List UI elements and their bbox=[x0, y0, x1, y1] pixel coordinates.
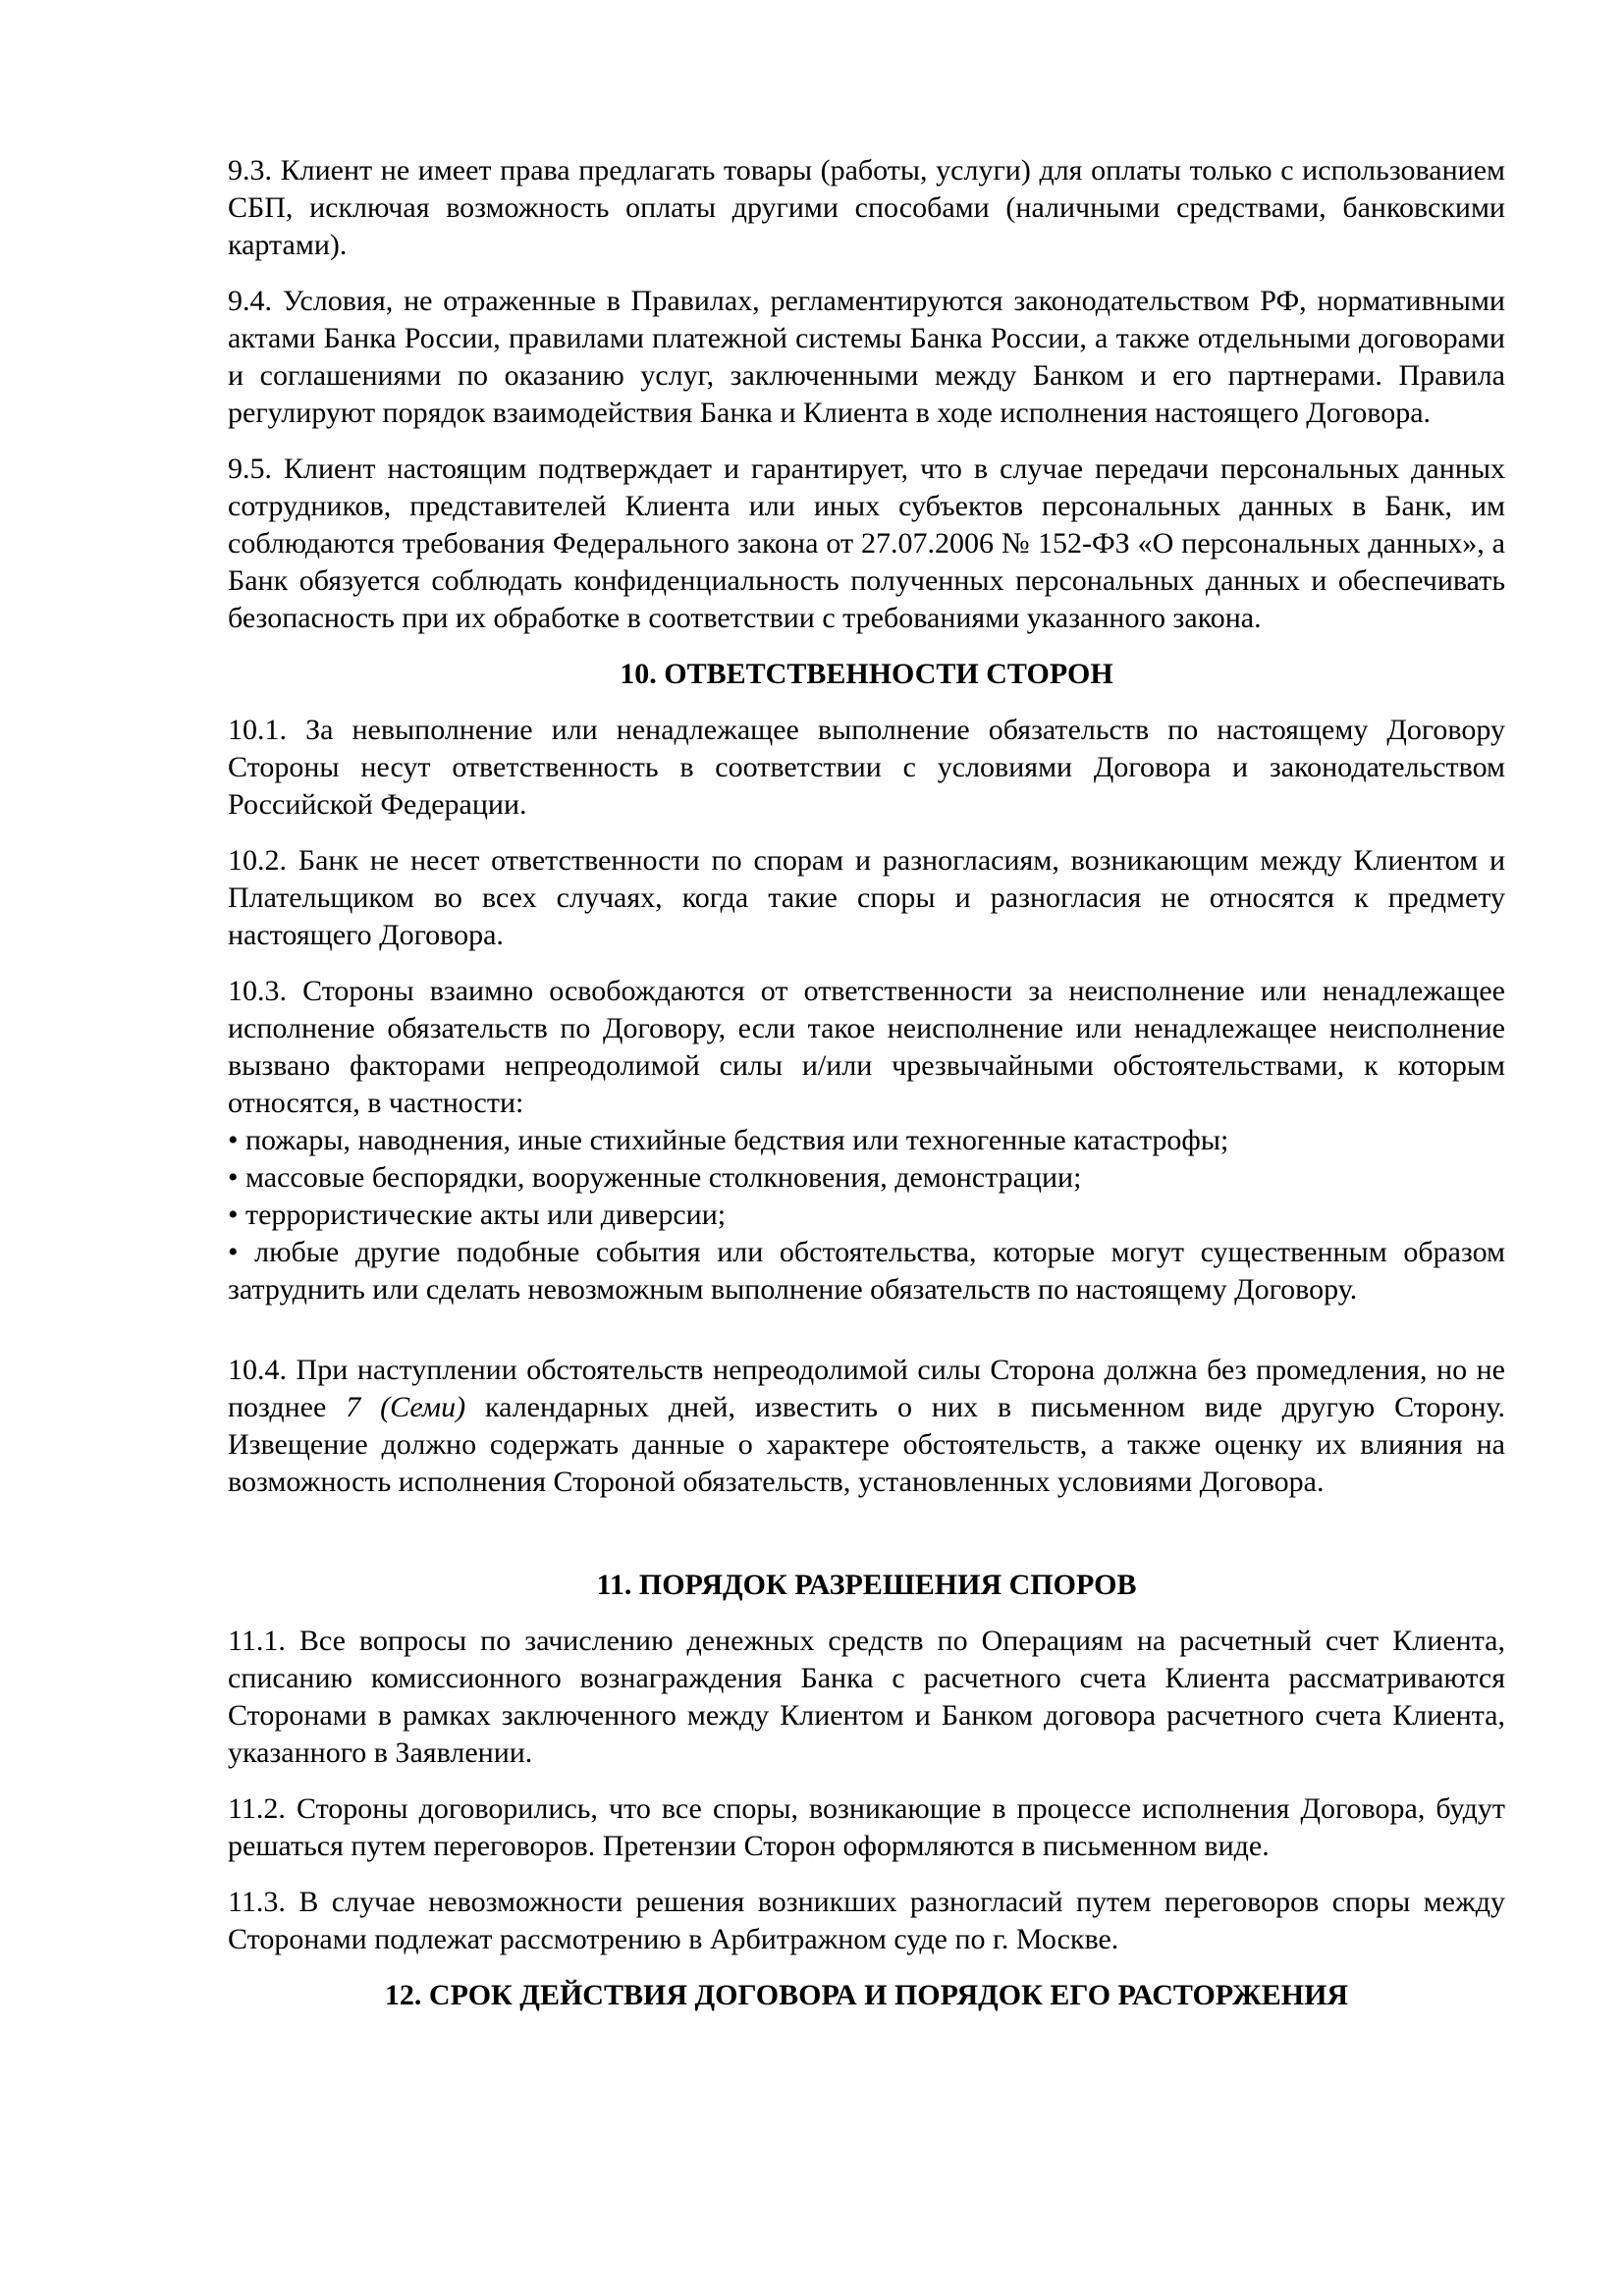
clause-10-1: 10.1. За невыполнение или ненадлежащее выполнение обязательств по настоящему Договору Стороны несут ответственность в соответствии с условиями Договора и законодательством Российской Федерации. bbox=[228, 714, 1505, 821]
force-majeure-bullet-1: • пожары, наводнения, иные стихийные бедствия или техногенные катастрофы; bbox=[228, 1124, 1229, 1156]
clause-10-4 bbox=[228, 1352, 1505, 1501]
clause-9-3: 9.3. Клиент не имеет права предлагать товары (работы, услуги) для оплаты только с использованием СБП, исключая возможность оплаты другими способами (наличными средствами, банковскими картами). bbox=[228, 154, 1505, 261]
clause-10-3: 10.3. Стороны взаимно освобождаются от ответственности за неисполнение или ненадлежащее исполнение обязательств по Договору, если такое неисполнение или ненадлежащее неисполнение вызвано факторами непреодолимой силы и/или чрезвычайными обстоятельствами, к которым относятся, в частности: bbox=[228, 975, 1505, 1119]
section-11-heading: 11. ПОРЯДОК РАЗРЕШЕНИЯ СПОРОВ bbox=[596, 1569, 1137, 1601]
clause-10-4-text-post: календарных дней, известить о них в письменном виде другую Сторону. Извещение должно содержать данные о характере обстоятельств, а также оценку их влияния на возможность исполнения Стороной обязательств, установленных условиями Договора. bbox=[228, 1391, 1506, 1498]
clause-11-1: 11.1. Все вопросы по зачислению денежных средств по Операциям на расчетный счет Клиента, списанию комиссионного вознаграждения Банка с расчетного счета Клиента рассматриваются Сторонами в рамках заключенного между Клиентом и Банком договора расчетного счета Клиента, указанного в Заявлении. bbox=[228, 1625, 1505, 1769]
section-10-heading: 10. ОТВЕТСТВЕННОСТИ СТОРОН bbox=[620, 658, 1113, 690]
blank-line bbox=[228, 1308, 1505, 1352]
clause-9-5: 9.5. Клиент настоящим подтверждает и гарантирует, что в случае передачи персональных данных сотрудников, представителей Клиента или иных субъектов персональных данных в Банк, им соблюдаются требования Федерального закона от 27.07.2006 № 152-ФЗ «О персональных данных», а Банк обязуется соблюдать конфиденциальность полученных персональных данных и обеспечивать безопасность при их обработке в соответствии с требованиями указанного закона. bbox=[228, 453, 1505, 634]
clause-11-2: 11.2. Стороны договорились, что все споры, возникающие в процессе исполнения Договора, будут решаться путем переговоров. Претензии Сторон оформляются в письменном виде. bbox=[228, 1792, 1505, 1862]
clause-10-2: 10.2. Банк не несет ответственности по спорам и разногласиям, возникающим между Клиентом и Плательщиком во всех случаях, когда такие споры и разногласия не относятся к предмету настоящего Договора. bbox=[228, 844, 1505, 951]
clause-10-4-text-pre: 10.4. При наступлении обстоятельств непреодолимой силы Сторона должна без промедления, но не позднее bbox=[228, 1354, 1505, 1423]
clause-11-3: 11.3. В случае невозможности решения возникших разногласий путем переговоров споры между Сторонами подлежат рассмотрению в Арбитражном суде по г. Москве. bbox=[228, 1886, 1505, 1955]
clause-9-4: 9.4. Условия, не отраженные в Правилах, регламентируются законодательством РФ, нормативными актами Банка России, правилами платежной системы Банка России, а также отдельными договорами и соглашениями по оказанию услуг, заключенными между Банком и его партнерами. Правила регулируют порядок взаимодействия Банка и Клиента в ходе исполнения настоящего Договора. bbox=[228, 285, 1505, 429]
clause-10-4-italic-term: 7 (Семи) bbox=[346, 1391, 466, 1423]
blank-line bbox=[228, 1520, 1505, 1567]
force-majeure-bullet-2: • массовые беспорядки, вооруженные столкновения, демонстрации; bbox=[228, 1161, 1082, 1194]
force-majeure-bullet-3: • террористические акты или диверсии; bbox=[228, 1199, 727, 1231]
section-12-heading: 12. СРОК ДЕЙСТВИЯ ДОГОВОРА И ПОРЯДОК ЕГО РАСТОРЖЕНИЯ bbox=[384, 1979, 1349, 2011]
force-majeure-bullet-4: • любые другие подобные события или обстоятельства, которые могут существенным образом затруднить или сделать невозможным выполнение обязательств по настоящему Договору. bbox=[228, 1236, 1505, 1306]
